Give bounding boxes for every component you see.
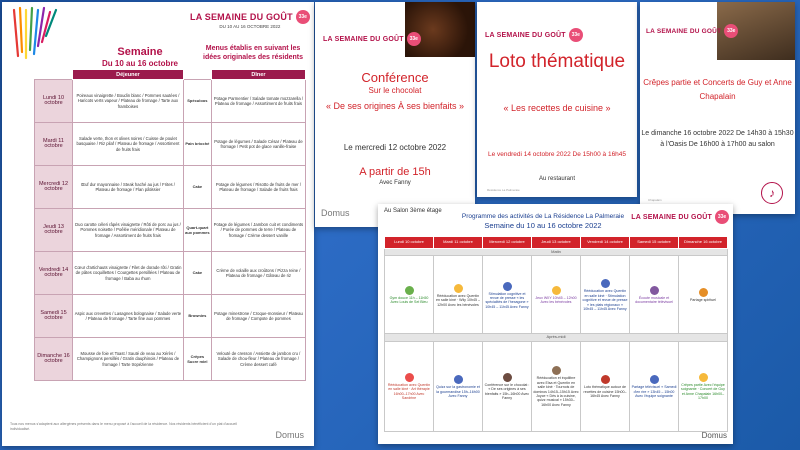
snack-cell: Cake — [183, 166, 211, 209]
activity-text: Gym douce 11h – 11h50 Avec Louis de Sel Bleu — [389, 296, 429, 305]
activity-text: Loto thématique autour de recettes de cuisine 15h00–16h45 Avec Fanny — [583, 385, 627, 399]
conference-quote: « De ses origines À ses bienfaits » — [325, 101, 465, 111]
dinner-cell: Potage de légumes / Salade César / Plateau de fromage / Petit pot de glace vanille-fraise — [211, 123, 305, 166]
lunch-cell: Œuf dur mayonnaise / Steak haché au jus / Frites / Plateau de fromage / Flan pâtissier — [73, 166, 184, 209]
crepes-footer: Chapalain — [648, 198, 662, 202]
program-logo — [631, 210, 729, 224]
activity-text: Stimulation cognitive et revue de presse « les spécialités de l'hexagone » 10h45 – 11h45 Avec Fanny — [485, 291, 529, 309]
crepes-logo — [646, 24, 738, 38]
gym-icon — [405, 286, 414, 295]
activity-cell — [483, 341, 532, 431]
table-row — [35, 252, 306, 295]
activity-text: Écoute musicale et documentaire télévisuel — [635, 296, 673, 305]
day-header: Lundi 10 octobre — [385, 237, 434, 249]
day-cell: Mardi 11 octobre — [35, 123, 73, 166]
brain-icon — [601, 279, 610, 288]
edition-badge: 33e — [407, 32, 421, 46]
logo-text: LA SEMAINE DU GOÛT — [485, 31, 566, 39]
music-icon — [650, 286, 659, 295]
day-cell: Samedi 15 octobre — [35, 295, 73, 338]
loto-quote: « Les recettes de cuisine » — [503, 103, 611, 113]
loto-date: Le vendredi 14 octobre 2022 De 15h00 à 16h45 — [487, 151, 627, 158]
morning-band: Matin — [385, 249, 728, 256]
day-cell: Lundi 10 octobre — [35, 80, 73, 123]
lunch-cell: Salade verte, thon et olives noires / Cuisse de poulet basquaise / Riz pilaf / Plateau de fromage / Assortiment de fruits frais — [73, 123, 184, 166]
logo-text: LA SEMAINE DU GOÛT — [646, 27, 722, 35]
conference-poster — [315, 2, 475, 227]
lunch-cell: Poireaux vinaigrette / Boudin blanc / Pommes sautées / Haricots verts vapeur / Plateau de fromage / Tarte aux framboises — [73, 80, 184, 123]
activity-cell — [434, 256, 483, 334]
tv-icon — [650, 375, 659, 384]
domus-logo: Domus — [321, 208, 350, 218]
day-header: Vendredi 14 octobre — [581, 237, 630, 249]
lunch-cell: Mousse de foie et Toast / Sauté de veau au Xérès / Champignons persillés / Gratin dauphinois / Plateau de fromage / Tarte tropézienne — [73, 338, 184, 381]
loto-place: Au restaurant — [538, 176, 576, 182]
brain-icon — [454, 375, 463, 384]
snack-cell: Spéculoos — [183, 80, 211, 123]
crepes-date: Le dimanche 16 octobre 2022 De 14h30 à 15h30 à l'Oasis De 16h00 à 17h00 au salon — [641, 130, 794, 148]
edition-badge: 33e — [724, 24, 738, 38]
activity-text: Quizz sur la gastronomie et la gourmandise 15h–16h00 Avec Fanny — [436, 385, 480, 399]
conference-host: Avec Fanny — [379, 180, 411, 186]
activity-text: Partage télévisuel « Samedi d'en rire » 13h45 – 15h00 Avec l'équipe soignante — [631, 385, 677, 399]
table-row — [35, 338, 306, 381]
logo-text: LA SEMAINE DU GOÛT — [631, 213, 712, 221]
activity-cell — [434, 341, 483, 431]
menu-footnote: Tous nos menus s'adaptent aux allergènes présents dans le menu proposé à l'accueil de la résidence. Nos résidents bénéficient d'un plat d'accueil individualisé. — [10, 422, 238, 431]
crepes-poster — [640, 2, 795, 214]
day-header: Mercredi 12 octobre — [483, 237, 532, 249]
conference-logo — [323, 32, 421, 46]
table-row — [385, 256, 728, 334]
day-header: Jeudi 13 octobre — [532, 237, 581, 249]
logo-text: LA SEMAINE DU GOÛT — [323, 35, 404, 43]
dinner-header: Dîner — [211, 70, 305, 80]
domus-logo: Domus — [701, 431, 727, 440]
activity-cell — [483, 256, 532, 334]
conference-title: Conférence — [361, 70, 429, 85]
chocolate-photo — [405, 2, 475, 57]
loto-logo — [485, 28, 583, 42]
dinner-cell: Potage minestrone / Croque-monsieur / Plateau de fromage / Compote de pommes — [211, 295, 305, 338]
loto-residence: Résidence La Palmeraie — [487, 188, 520, 192]
loto-poster — [477, 2, 637, 197]
loto-icon — [601, 375, 610, 384]
activity-cell — [581, 256, 630, 334]
utensils-decoration-icon — [8, 6, 68, 66]
domino-icon — [552, 366, 561, 375]
table-row — [35, 295, 306, 338]
table-row — [385, 341, 728, 431]
activity-text: Jeux WIIY 10h45 – 12h00 Avec les bénévoles — [535, 296, 577, 305]
program-salon: Au Salon 3ème étage — [384, 208, 442, 214]
loto-title: Loto thématique — [488, 51, 626, 72]
spiritual-icon — [699, 288, 708, 297]
snack-cell: Brownies — [183, 295, 211, 338]
week-label: Semaine — [117, 46, 163, 58]
logo-dates: DU 10 AU 16 OCTOBRE 2022 — [219, 24, 281, 29]
game-icon — [552, 286, 561, 295]
game-icon — [454, 284, 463, 293]
menu-table — [34, 69, 306, 381]
program-week: Semaine du 10 au 16 octobre 2022 — [484, 221, 602, 230]
day-header: Samedi 15 octobre — [630, 237, 679, 249]
activity-cell — [385, 256, 434, 334]
day-cell: Vendredi 14 octobre — [35, 252, 73, 295]
day-header: Dimanche 16 octobre — [679, 237, 728, 249]
lunch-cell: Aspic aux crevettes / Lasagnes bolognaise / Salade verte / Plateau de fromage / Tarte fine aux pommes — [73, 295, 184, 338]
program-title: Programme des activités de La Résidence La Palmeraie — [461, 213, 625, 220]
activity-text: Rééducation avec Quentin en salle kiné · Stimulation cognitive et revue de presse « les plats régionaux » 10h45 – 11h45 Avec Fanny — [582, 289, 628, 312]
conference-time: A partir de 15h — [359, 166, 431, 178]
program-table — [384, 236, 728, 432]
lunch-cell: Duo carotte céleri râpés vinaigrette / Rôti de porc au jus / Pommes noisette / Poêlée méridionale / Plateau de fromage / Assortiment de fruits frais — [73, 209, 184, 252]
menu-poster — [2, 2, 314, 446]
program-poster — [378, 204, 733, 444]
conference-subtitle: Sur le chocolat — [368, 86, 422, 95]
dinner-cell: Potage de légumes / Jambon cuit et condiments / Purée de pommes de terre / Plateau de fromage / Crème dessert vanille — [211, 209, 305, 252]
snack-cell: Pain brioché — [183, 123, 211, 166]
table-row — [35, 123, 306, 166]
activity-cell — [630, 341, 679, 431]
brain-icon — [503, 282, 512, 291]
activity-text: Partage spirituel — [690, 298, 716, 303]
activity-cell — [679, 256, 728, 334]
crepe-icon — [699, 373, 708, 382]
menu-logo — [190, 10, 310, 29]
dinner-cell: Potage de légumes / Risotto de fruits de mer / Plateau de fromage / Salade de fruits frais — [211, 166, 305, 209]
menu-intro: Menus établis en suivant les idées originales des résidents — [203, 45, 303, 61]
table-row — [35, 166, 306, 209]
snack-cell: Crêpes Sucre miel — [183, 338, 211, 381]
day-cell: Jeudi 13 octobre — [35, 209, 73, 252]
activity-text: Conférence sur le chocolat : « De ses origines à ses bienfaits » 15h–16h00 Avec Fanny — [484, 383, 530, 401]
afternoon-band: Après-midi — [385, 334, 728, 341]
day-cell: Mercredi 12 octobre — [35, 166, 73, 209]
palette-icon — [405, 373, 414, 382]
dinner-cell: Potage Parmentier / Salade tomate mozzarella / Plateau de fromage / Assortiment de fruits frais — [211, 80, 305, 123]
conference-date: Le mercredi 12 octobre 2022 — [343, 143, 447, 152]
edition-badge: 33e — [715, 210, 729, 224]
activity-cell — [581, 341, 630, 431]
activity-text: Crêpes partie Avec l'équipe soignante · Concert de Guy et Anne Chapalain 16h00–17h00 — [681, 383, 725, 401]
music-note-icon: ♪ — [761, 182, 783, 204]
activity-text: Rééducation et équilibre avec Elsa et Quentin en salle kiné · Tournois de dominos 14h15–15h15 Avec Joyce « Dès à la cuisine, quizz musical » 15h30–16h00 Avec Fanny — [533, 376, 579, 407]
snack-cell: Quart-quart aux pommes — [183, 209, 211, 252]
dinner-cell: Velouté de cresson / Assiette de jambon cru / Salade de chou-fleur / Plateau de fromage / Crème dessert café — [211, 338, 305, 381]
activity-text: Rééducation avec Quentin en salle kiné · Art thérapie 16h00–17h00 Avec Sandrine — [387, 383, 431, 401]
week-dates: Du 10 au 16 octobre — [101, 59, 179, 68]
chocolate-icon — [503, 373, 512, 382]
domus-logo: Domus — [275, 430, 304, 440]
table-row — [35, 80, 306, 123]
lunch-cell: Cœur d'artichauts vinaigrette / Filet de dorade rôti / Gratin de pâtes coquillettes / Courgettes persillées / Plateau de fromage / Baba au rhum — [73, 252, 184, 295]
activity-cell — [532, 256, 581, 334]
activity-cell — [532, 341, 581, 431]
dinner-cell: Crème de volaille aux croûtons / Pizza reine / Plateau de fromage / Gâteau de riz — [211, 252, 305, 295]
activity-cell — [385, 341, 434, 431]
table-row — [35, 209, 306, 252]
activity-text: Rééducation avec Quentin en salle kiné · Wiiy 10h45 – 12h00 Avec les bénévoles — [436, 293, 480, 307]
activity-cell — [630, 256, 679, 334]
edition-badge: 33e — [296, 10, 310, 24]
activity-cell — [679, 341, 728, 431]
day-cell: Dimanche 16 octobre — [35, 338, 73, 381]
snack-cell: Cake — [183, 252, 211, 295]
day-header: Mardi 11 octobre — [434, 237, 483, 249]
edition-badge: 33e — [569, 28, 583, 42]
logo-text: LA SEMAINE DU GOÛT — [190, 12, 293, 22]
lunch-header: Déjeuner — [73, 70, 184, 80]
menu-week-title — [94, 46, 186, 70]
crepes-title: Crêpes partie et Concerts de Guy et Anne Chapalain — [643, 78, 792, 101]
